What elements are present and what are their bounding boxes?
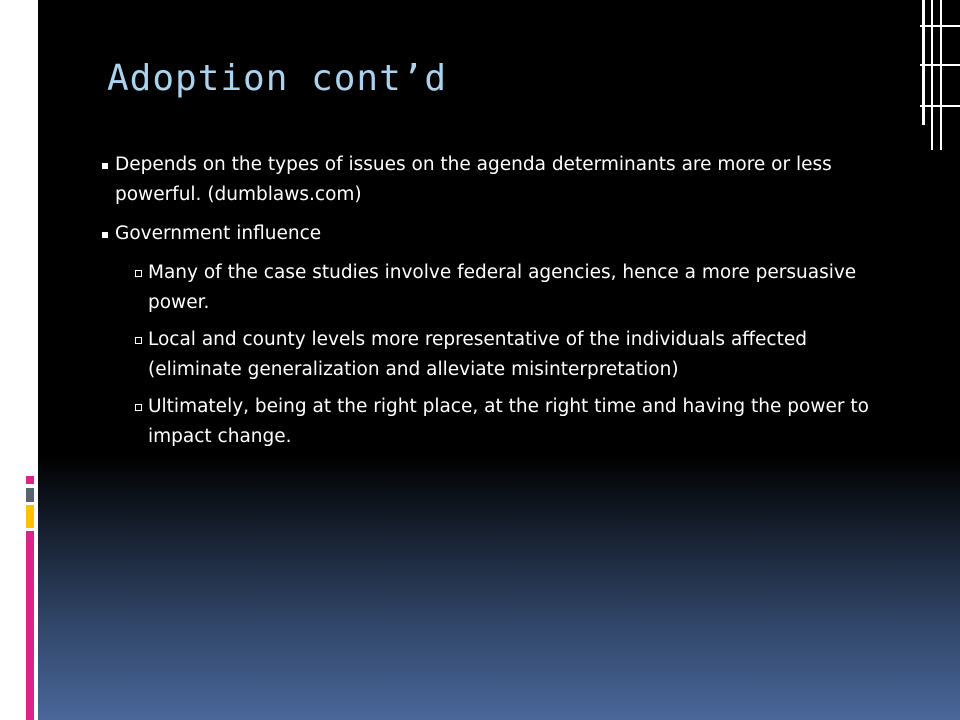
- square-bullet-icon: [102, 232, 108, 238]
- bullet-text: Government influence: [115, 223, 322, 244]
- hollow-square-bullet-icon: [135, 270, 142, 277]
- yellow-accent: [26, 505, 34, 528]
- bullet-text: Depends on the types of issues on the agenda determinants are more or less powerful. (dumblaws.com): [115, 154, 832, 205]
- slide-body: [100, 150, 880, 459]
- sub-bullet-item: [100, 325, 880, 385]
- sub-bullet-text: Ultimately, being at the right place, at the right time and having the power to impact change.: [148, 396, 869, 447]
- sub-bullet-text: Local and county levels more representative of the individuals affected (eliminate generalization and alleviate misinterpretation): [148, 329, 807, 380]
- hollow-square-bullet-icon: [135, 337, 142, 344]
- top-right-decorative-lines: [920, 0, 960, 150]
- magenta-accent-tall: [26, 531, 34, 720]
- hollow-square-bullet-icon: [135, 404, 142, 411]
- left-decorative-band: [0, 0, 38, 720]
- bullet-item: [100, 150, 880, 210]
- sub-bullet-item: [100, 392, 880, 452]
- square-bullet-icon: [102, 163, 108, 169]
- sub-bullet-item: [100, 258, 880, 318]
- bullet-item: [100, 219, 880, 249]
- magenta-accent-small: [26, 476, 34, 484]
- sub-bullet-text: Many of the case studies involve federal agencies, hence a more persuasive power.: [148, 262, 857, 313]
- gray-accent: [26, 488, 34, 502]
- slide-title: Adoption cont’d: [107, 58, 448, 99]
